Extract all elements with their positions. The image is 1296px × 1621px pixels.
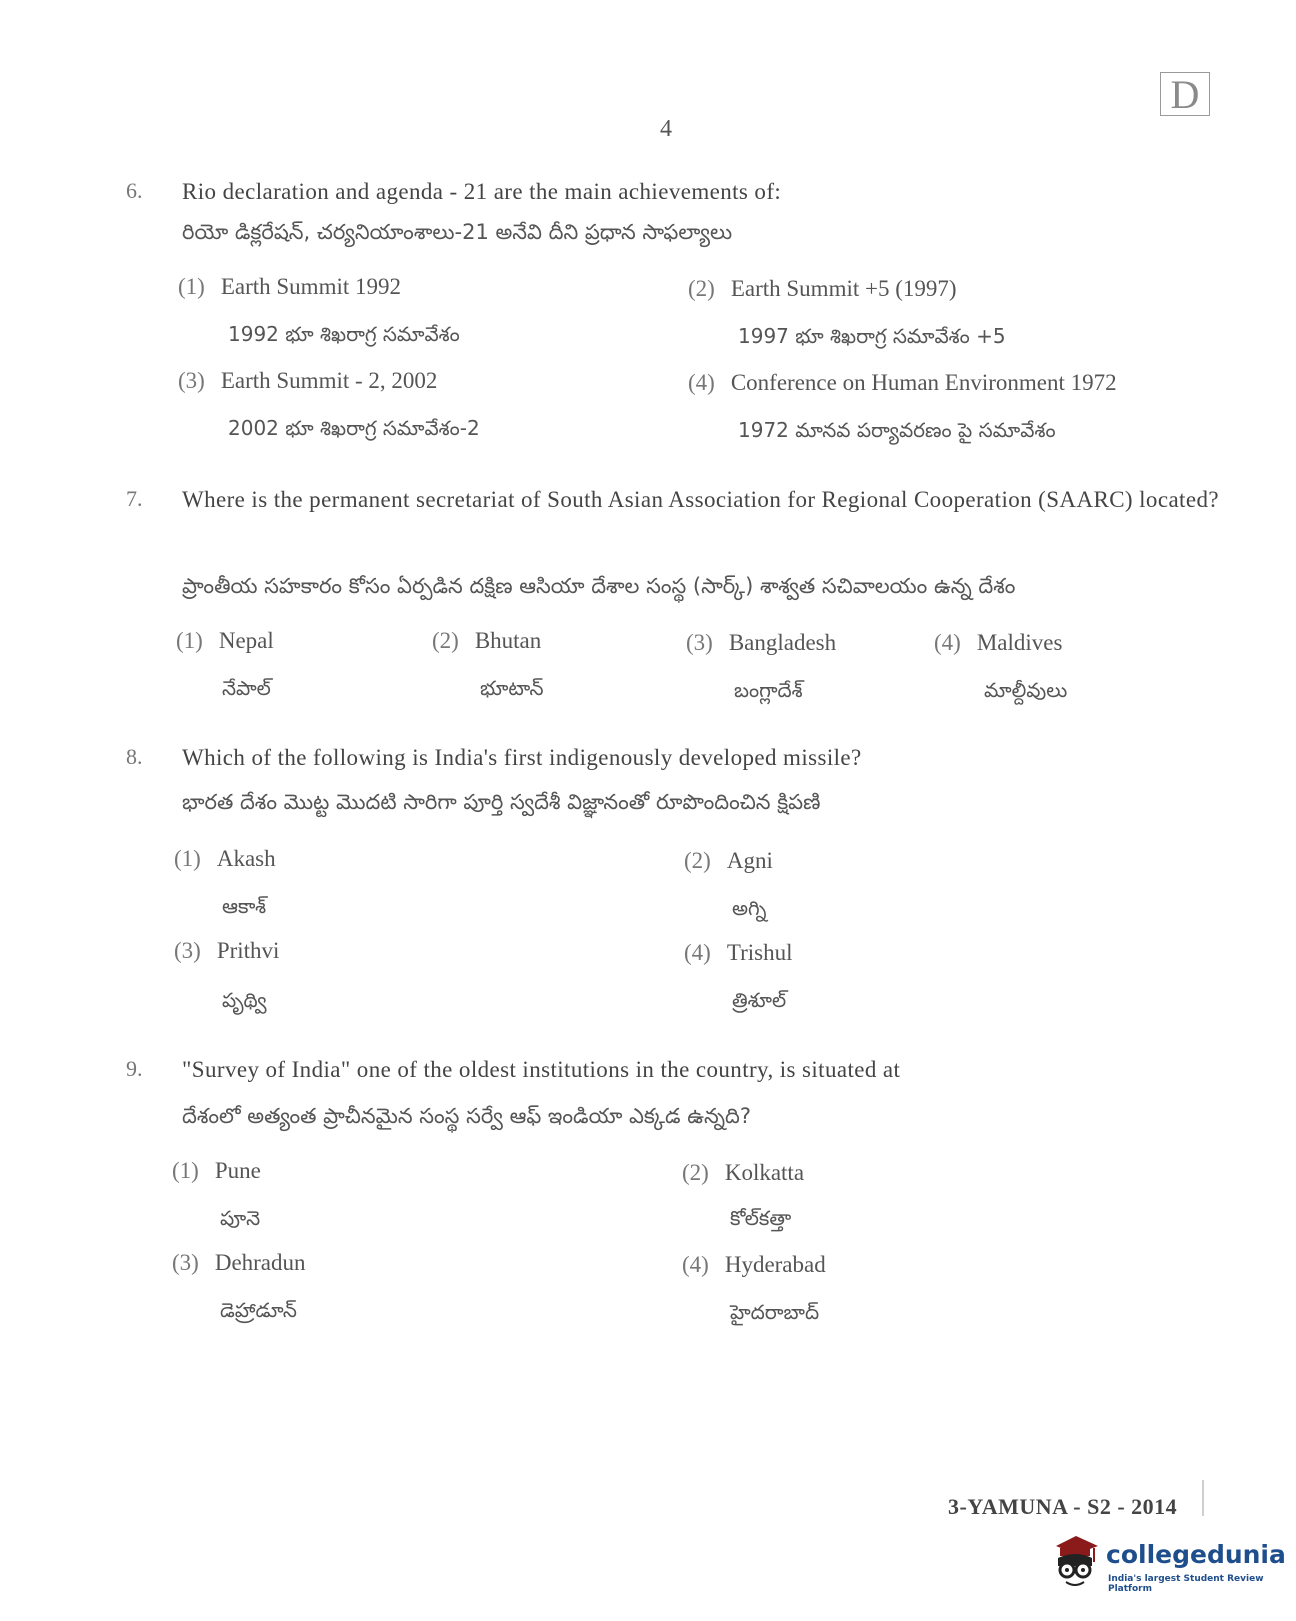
question-telugu: రియో డిక్లరేషన్, చర్యనియాంశాలు-21 అనేవి దీని ప్రధాన సాఫల్యాలు: [182, 220, 733, 244]
option-4-telugu: త్రిశూల్: [732, 988, 787, 1012]
option-3: (3) Prithvi: [174, 938, 280, 963]
option-3: (3) Bangladesh: [686, 630, 837, 655]
option-2-telugu: 1997 భూ శిఖరాగ్ర సమావేశం +5: [738, 324, 1006, 348]
option-2: (2) Kolkatta: [682, 1160, 805, 1185]
collegedunia-logo[interactable]: [1046, 1532, 1286, 1596]
option-3-telugu: 2002 భూ శిఖరాగ్ర సమావేశం-2: [228, 416, 480, 440]
option-4: (4) Maldives: [934, 630, 1063, 655]
option-2: (2) Bhutan: [432, 628, 542, 653]
option-3: (3) Dehradun: [172, 1250, 306, 1275]
question-english: Where is the permanent secretariat of South Asian Association for Regional Cooperation (SAARC) located?: [182, 487, 1219, 512]
question-telugu: దేశంలో అత్యంత ప్రాచీనమైన సంస్థ సర్వే ఆఫ్ ఇండియా ఎక్కడ ఉన్నది?: [182, 1104, 751, 1128]
option-4-telugu: 1972 మానవ పర్యావరణం పై సమావేశం: [738, 418, 1056, 442]
question-number: 8.: [126, 744, 143, 769]
question-telugu: ప్రాంతీయ సహకారం కోసం ఏర్పడిన దక్షిణ ఆసియా దేశాల సంస్థ (సార్క్) శాశ్వత సచివాలయం ఉన్న దేశం: [182, 574, 1016, 598]
option-3: (3) Earth Summit - 2, 2002: [178, 368, 438, 393]
page-number: 4: [660, 116, 672, 142]
option-1-telugu: నేపాల్: [222, 676, 271, 700]
option-3-telugu: పృథ్వి: [222, 988, 267, 1012]
question-english: Rio declaration and agenda - 21 are the main achievements of:: [182, 179, 782, 204]
series-letter: D: [1170, 71, 1200, 117]
option-4: (4) Conference on Human Environment 1972: [688, 370, 1117, 395]
option-2-telugu: భూటాన్: [480, 676, 544, 700]
option-2: (2) Earth Summit +5 (1997): [688, 276, 957, 301]
option-1-telugu: పూనె: [220, 1206, 261, 1230]
footer-code: 3-YAMUNA - S2 - 2014: [948, 1494, 1178, 1519]
option-1-telugu: ఆకాశ్: [222, 894, 267, 918]
logo-name: collegedunia: [1106, 1540, 1286, 1569]
option-1: (1) Pune: [172, 1158, 261, 1183]
series-box: [1160, 72, 1210, 116]
option-1: (1) Nepal: [176, 628, 274, 653]
option-4: (4) Trishul: [684, 940, 793, 965]
question-english: "Survey of India" one of the oldest institutions in the country, is situated at: [182, 1057, 901, 1082]
mascot-icon: [1046, 1532, 1102, 1592]
option-4: (4) Hyderabad: [682, 1252, 826, 1277]
divider: [1202, 1480, 1204, 1516]
option-1: (1) Akash: [174, 846, 276, 871]
option-2-telugu: కోల్‌కత్తా: [730, 1206, 792, 1230]
option-4-telugu: హైదరాబాద్: [730, 1300, 820, 1324]
option-1: (1) Earth Summit 1992: [178, 274, 401, 299]
question-number: 7.: [126, 486, 143, 511]
question-number: 9.: [126, 1056, 143, 1081]
question-number: 6.: [126, 178, 143, 203]
question-telugu: భారత దేశం మొట్ట మొదటి సారిగా పూర్తి స్వదేశీ విజ్ఞానంతో రూపొందించిన క్షిపణి: [182, 790, 821, 814]
question-english: Which of the following is India's first indigenously developed missile?: [182, 745, 862, 770]
option-2: (2) Agni: [684, 848, 773, 873]
logo-tagline: India's largest Student Review Platform: [1108, 1574, 1264, 1594]
option-2-telugu: అగ్ని: [732, 896, 767, 920]
option-1-telugu: 1992 భూ శిఖరాగ్ర సమావేశం: [228, 322, 460, 346]
option-3-telugu: డెహ్రాడూన్: [220, 1298, 297, 1322]
option-4-telugu: మాల్దీవులు: [984, 678, 1068, 702]
option-3-telugu: బంగ్లాదేశ్: [734, 678, 803, 702]
